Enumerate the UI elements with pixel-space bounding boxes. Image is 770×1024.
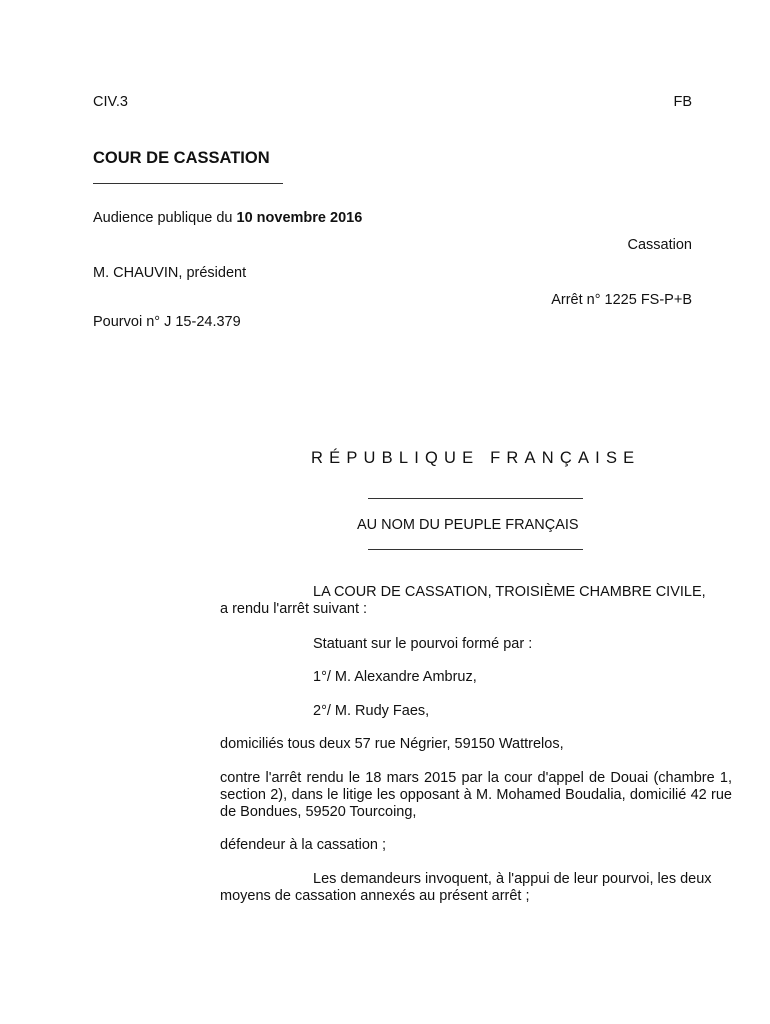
- demandeurs-line1: Les demandeurs invoquent, à l'appui de leur pourvoi, les deux: [313, 871, 712, 887]
- hearing-line: [93, 210, 362, 226]
- party-2: 2°/ M. Rudy Faes,: [313, 703, 430, 719]
- contre-paragraph: contre l'arrêt rendu le 18 mars 2015 par la cour d'appel de Douai (chambre 1, section 2), dans le litige les opposant à M. Mohamed Boudalia, domicilié 42 rue de Bondues, 59520 Tourcoing,: [220, 770, 732, 820]
- republic-heading: RÉPUBLIQUE FRANÇAISE: [311, 449, 641, 467]
- statuant-text: Statuant sur le pourvoi formé par :: [313, 636, 533, 652]
- republic-subheading: AU NOM DU PEUPLE FRANÇAIS: [357, 517, 579, 533]
- court-title: COUR DE CASSATION: [93, 149, 270, 167]
- court-title-rule: [93, 183, 283, 184]
- party-1: 1°/ M. Alexandre Ambruz,: [313, 669, 477, 685]
- republic-rule-top: [368, 498, 583, 499]
- chamber-code: CIV.3: [93, 94, 128, 110]
- intro-line2: a rendu l'arrêt suivant :: [220, 601, 368, 617]
- decision-outcome: Cassation: [627, 237, 692, 253]
- president: M. CHAUVIN, président: [93, 265, 247, 281]
- demandeurs-line2: moyens de cassation annexés au présent arrêt ;: [220, 888, 530, 904]
- arret-number: Arrêt n° 1225 FS-P+B: [551, 292, 692, 308]
- republic-rule-bottom: [368, 549, 583, 550]
- pourvoi-number: Pourvoi n° J 15-24.379: [93, 314, 241, 330]
- hearing-date: 10 novembre 2016: [236, 210, 363, 226]
- defendeur-text: défendeur à la cassation ;: [220, 837, 387, 853]
- hearing-prefix: Audience publique du: [93, 210, 237, 226]
- intro-line1: LA COUR DE CASSATION, TROISIÈME CHAMBRE CIVILE,: [313, 584, 706, 600]
- initials: FB: [673, 94, 692, 110]
- domicile-text: domiciliés tous deux 57 rue Négrier, 59150 Wattrelos,: [220, 736, 564, 752]
